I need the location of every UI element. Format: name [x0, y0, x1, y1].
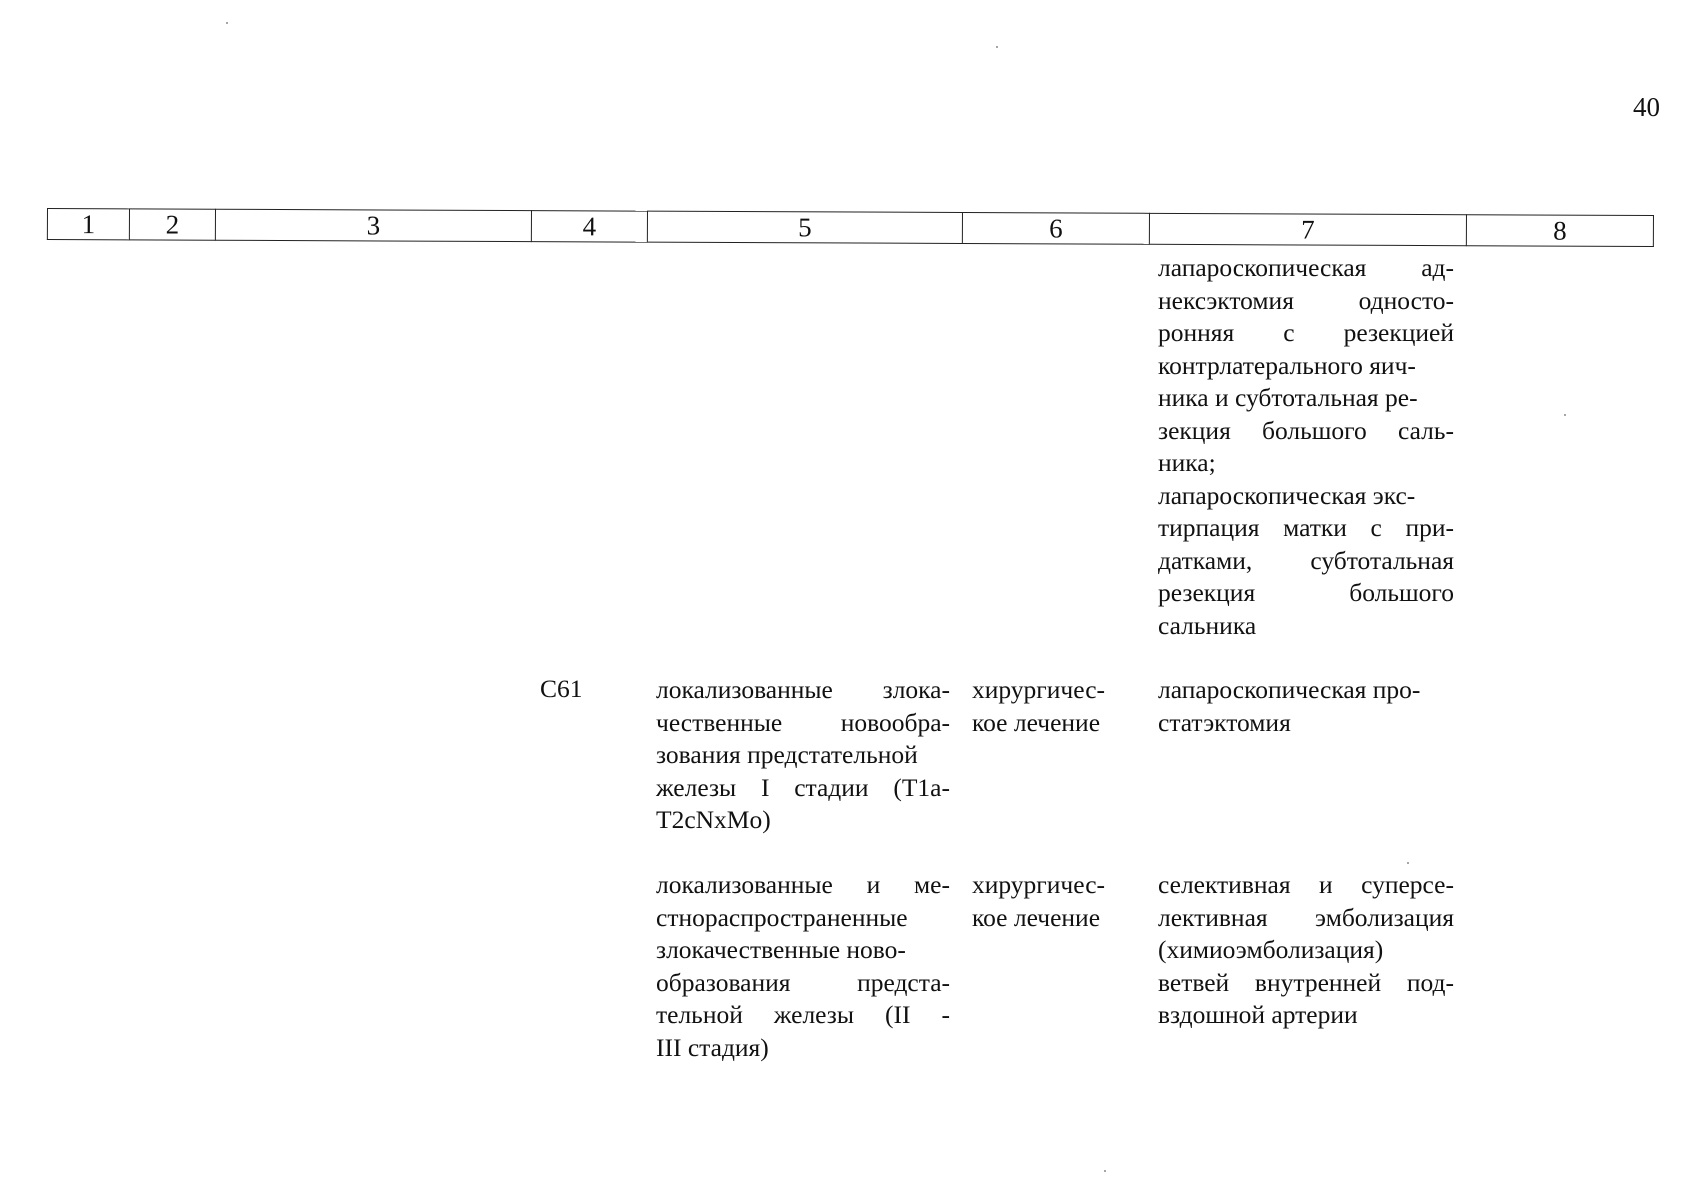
text-line: чественные новообра- [656, 707, 950, 737]
text-line: селективная и суперсе- [1158, 870, 1454, 899]
row2-col4-icd-code: C61 [540, 674, 583, 703]
text-line: лапароскопическая экс- [1158, 480, 1416, 510]
text-line: ника; [1158, 448, 1216, 477]
text-line: тельной железы (II - [656, 1000, 950, 1029]
text-line: локализованные злока- [656, 675, 950, 704]
text-line: (химиоэмболизация) [1158, 935, 1384, 964]
text-line: стнораспространенные [656, 902, 908, 932]
column-number-3: 3 [215, 209, 531, 241]
text-line: локализованные и ме- [656, 870, 950, 899]
row3-col5-diagnosis [656, 869, 950, 1064]
column-number-6: 6 [962, 212, 1149, 244]
text-line: статэктомия [1158, 707, 1291, 737]
row3-col7-treatment-method [1158, 869, 1454, 1032]
column-number-5: 5 [647, 211, 962, 243]
text-line: злокачественные ново- [656, 935, 906, 964]
text-line: ника и субтотальная ре- [1158, 383, 1418, 412]
column-number-header [47, 208, 1654, 247]
row2-col5-diagnosis [656, 674, 950, 837]
row3-col6-treatment-type [972, 869, 1147, 934]
text-line: лективная эмболизация [1158, 902, 1454, 932]
text-line: зекция большого саль- [1158, 415, 1454, 445]
text-line: хирургичес- [972, 870, 1106, 899]
text-line: вздошной артерии [1158, 1000, 1358, 1029]
text-line: кое лечение [972, 707, 1101, 737]
column-number-2: 2 [129, 209, 215, 240]
text-line: зования предстательной [656, 740, 918, 769]
scan-speck [1407, 862, 1409, 864]
text-line: датками, субтотальная [1158, 545, 1454, 575]
text-line: образования предста- [656, 967, 950, 997]
row1-col7-treatment-method [1158, 252, 1454, 642]
text-line: железы I стадии (T1a- [656, 772, 950, 802]
text-line: хирургичес- [972, 675, 1106, 704]
column-number-8: 8 [1466, 215, 1653, 247]
page-number: 40 [1633, 92, 1660, 122]
text-line: ронняя с резекцией [1158, 318, 1454, 347]
text-line: кое лечение [972, 902, 1101, 932]
text-line: ветвей внутренней под- [1158, 967, 1454, 997]
text-line: III стадия) [656, 1032, 769, 1062]
row2-col6-treatment-type [972, 674, 1147, 739]
text-line: тирпация матки с при- [1158, 513, 1454, 542]
scan-speck [226, 22, 228, 24]
column-number-1: 1 [47, 209, 129, 240]
row2-col7-treatment-method [1158, 674, 1454, 739]
text-line: контрлатерального яич- [1158, 350, 1416, 380]
scan-speck [1564, 414, 1566, 416]
text-line: сальника [1158, 610, 1257, 640]
text-line: лапароскопическая ад- [1158, 253, 1454, 282]
column-number-4: 4 [531, 211, 647, 243]
text-line: резекция большого [1158, 578, 1454, 607]
text-line: лапароскопическая про- [1158, 675, 1421, 704]
text-line: T2cNxMo) [656, 805, 771, 834]
scan-speck [1104, 1170, 1106, 1172]
column-number-7: 7 [1149, 213, 1466, 245]
scan-speck [996, 46, 998, 48]
text-line: нексэктомия односто- [1158, 285, 1454, 315]
